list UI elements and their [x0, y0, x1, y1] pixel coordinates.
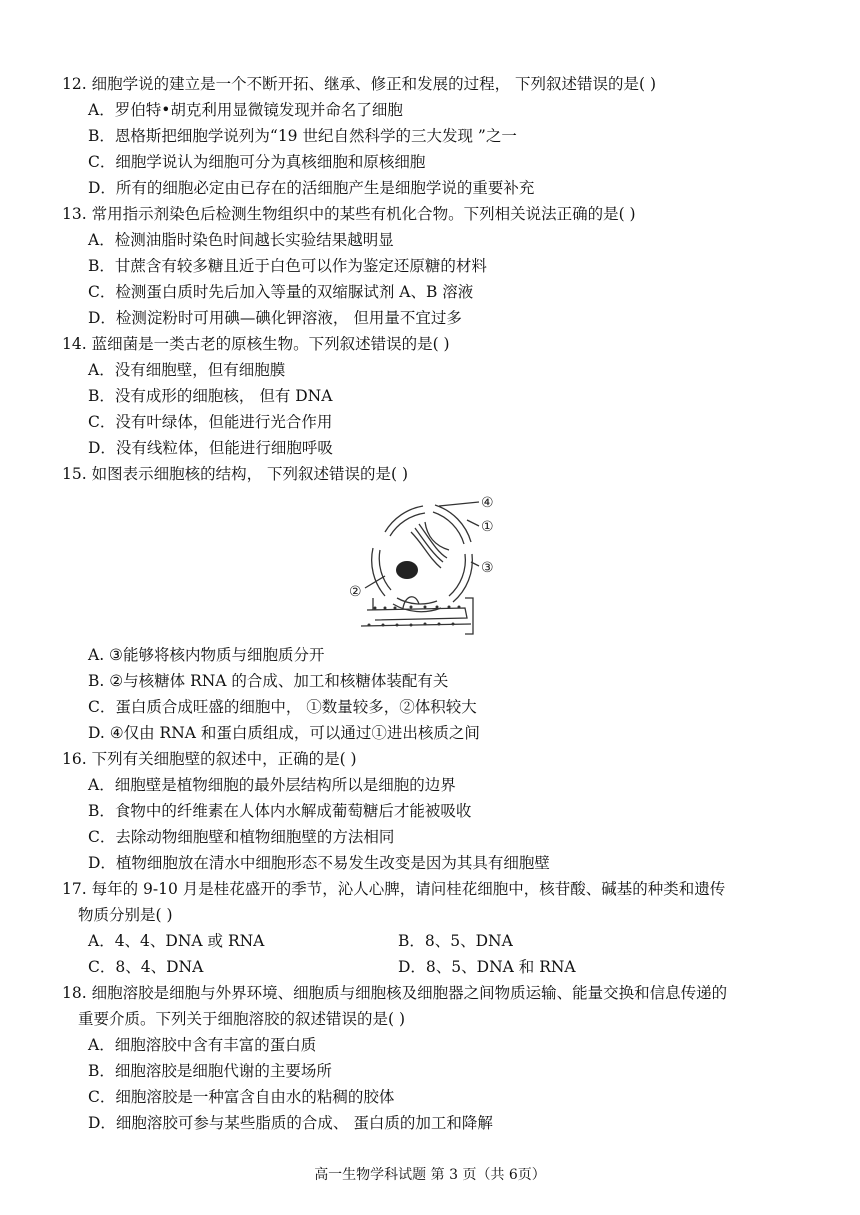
question-13-option-a: A．检测油脂时染色时间越长实验结果越明显	[88, 231, 394, 249]
question-17-option-d: D．8、5、DNA 和 RNA	[398, 958, 576, 976]
question-17-option-a: A．4、4、DNA 或 RNA	[88, 932, 265, 950]
page-footer: 高一生物学科试题 第 3 页（共 6页）	[314, 1167, 546, 1183]
nucleus-structure-figure	[345, 492, 505, 638]
question-16-option-b: B．食物中的纤维素在人体内水解成葡萄糖后才能被吸收	[88, 802, 472, 820]
question-17-stem-line1: 17. 每年的 9-10 月是桂花盛开的季节，沁人心脾，请问桂花细胞中，核苷酸、碱基的种类和遗传	[62, 880, 726, 898]
question-14-option-a: A．没有细胞壁，但有细胞膜	[88, 361, 286, 379]
question-16-option-a: A．细胞壁是植物细胞的最外层结构所以是细胞的边界	[88, 776, 456, 794]
nucleolus-shape	[396, 561, 418, 579]
question-15-option-c: C．蛋白质合成旺盛的细胞中， ①数量较多，②体积较大	[88, 698, 477, 716]
question-17-option-c: C．8、4、DNA	[88, 958, 204, 976]
question-13-option-b: B．甘蔗含有较多糖且近于白色可以作为鉴定还原糖的材料	[88, 257, 487, 275]
question-13-option-d: D．检测淀粉时可用碘—碘化钾溶液， 但用量不宜过多	[88, 309, 462, 327]
question-12-option-a: A．罗伯特•胡克利用显微镜发现并命名了细胞	[88, 101, 403, 119]
question-12-option-d: D．所有的细胞必定由已存在的活细胞产生是细胞学说的重要补充	[88, 179, 535, 197]
figure-label-4: ④	[481, 495, 494, 511]
question-18-option-c: C．细胞溶胶是一种富含自由水的粘稠的胶体	[88, 1088, 395, 1106]
question-17-option-b: B．8、5、DNA	[398, 932, 513, 950]
question-16-stem: 16. 下列有关细胞壁的叙述中，正确的是( )	[62, 750, 357, 768]
figure-label-2: ②	[349, 584, 362, 600]
figure-label-1: ①	[481, 519, 494, 535]
question-15-option-a: A. ③能够将核内物质与细胞质分开	[88, 646, 325, 664]
question-14-option-c: C．没有叶绿体，但能进行光合作用	[88, 413, 333, 431]
question-13-stem: 13. 常用指示剂染色后检测生物组织中的某些有机化合物。下列相关说法正确的是( )	[62, 205, 636, 223]
question-18-stem-line2: 重要介质。下列关于细胞溶胶的叙述错误的是( )	[78, 1010, 406, 1028]
question-15-stem: 15. 如图表示细胞核的结构， 下列叙述错误的是( )	[62, 465, 409, 483]
question-14-stem: 14. 蓝细菌是一类古老的原核生物。下列叙述错误的是( )	[62, 335, 450, 353]
question-18-option-a: A．细胞溶胶中含有丰富的蛋白质	[88, 1036, 317, 1054]
question-16-option-c: C．去除动物细胞壁和植物细胞壁的方法相同	[88, 828, 395, 846]
question-12-option-b: B．恩格斯把细胞学说列为“19 世纪自然科学的三大发现 ”之一	[88, 127, 517, 145]
question-13-option-c: C．检测蛋白质时先后加入等量的双缩脲试剂 A、B 溶液	[88, 283, 474, 301]
question-14-option-b: B．没有成形的细胞核， 但有 DNA	[88, 387, 333, 405]
question-12-option-c: C．细胞学说认为细胞可分为真核细胞和原核细胞	[88, 153, 426, 171]
question-17-stem-line2: 物质分别是( )	[78, 906, 173, 924]
question-15-option-d: D. ④仅由 RNA 和蛋白质组成，可以通过①进出核质之间	[88, 724, 480, 742]
question-18-option-d: D．细胞溶胶可参与某些脂质的合成、 蛋白质的加工和降解	[88, 1114, 493, 1132]
question-18-option-b: B．细胞溶胶是细胞代谢的主要场所	[88, 1062, 332, 1080]
question-14-option-d: D．没有线粒体，但能进行细胞呼吸	[88, 439, 333, 457]
figure-label-3: ③	[481, 560, 494, 576]
question-18-stem-line1: 18. 细胞溶胶是细胞与外界环境、细胞质与细胞核及细胞器之间物质运输、能量交换和信息传递的	[62, 984, 728, 1002]
question-16-option-d: D．植物细胞放在清水中细胞形态不易发生改变是因为其具有细胞壁	[88, 854, 550, 872]
question-12-stem: 12. 细胞学说的建立是一个不断开拓、继承、修正和发展的过程， 下列叙述错误的是( )	[62, 75, 657, 93]
question-15-option-b: B. ②与核糖体 RNA 的合成、加工和核糖体装配有关	[88, 672, 449, 690]
